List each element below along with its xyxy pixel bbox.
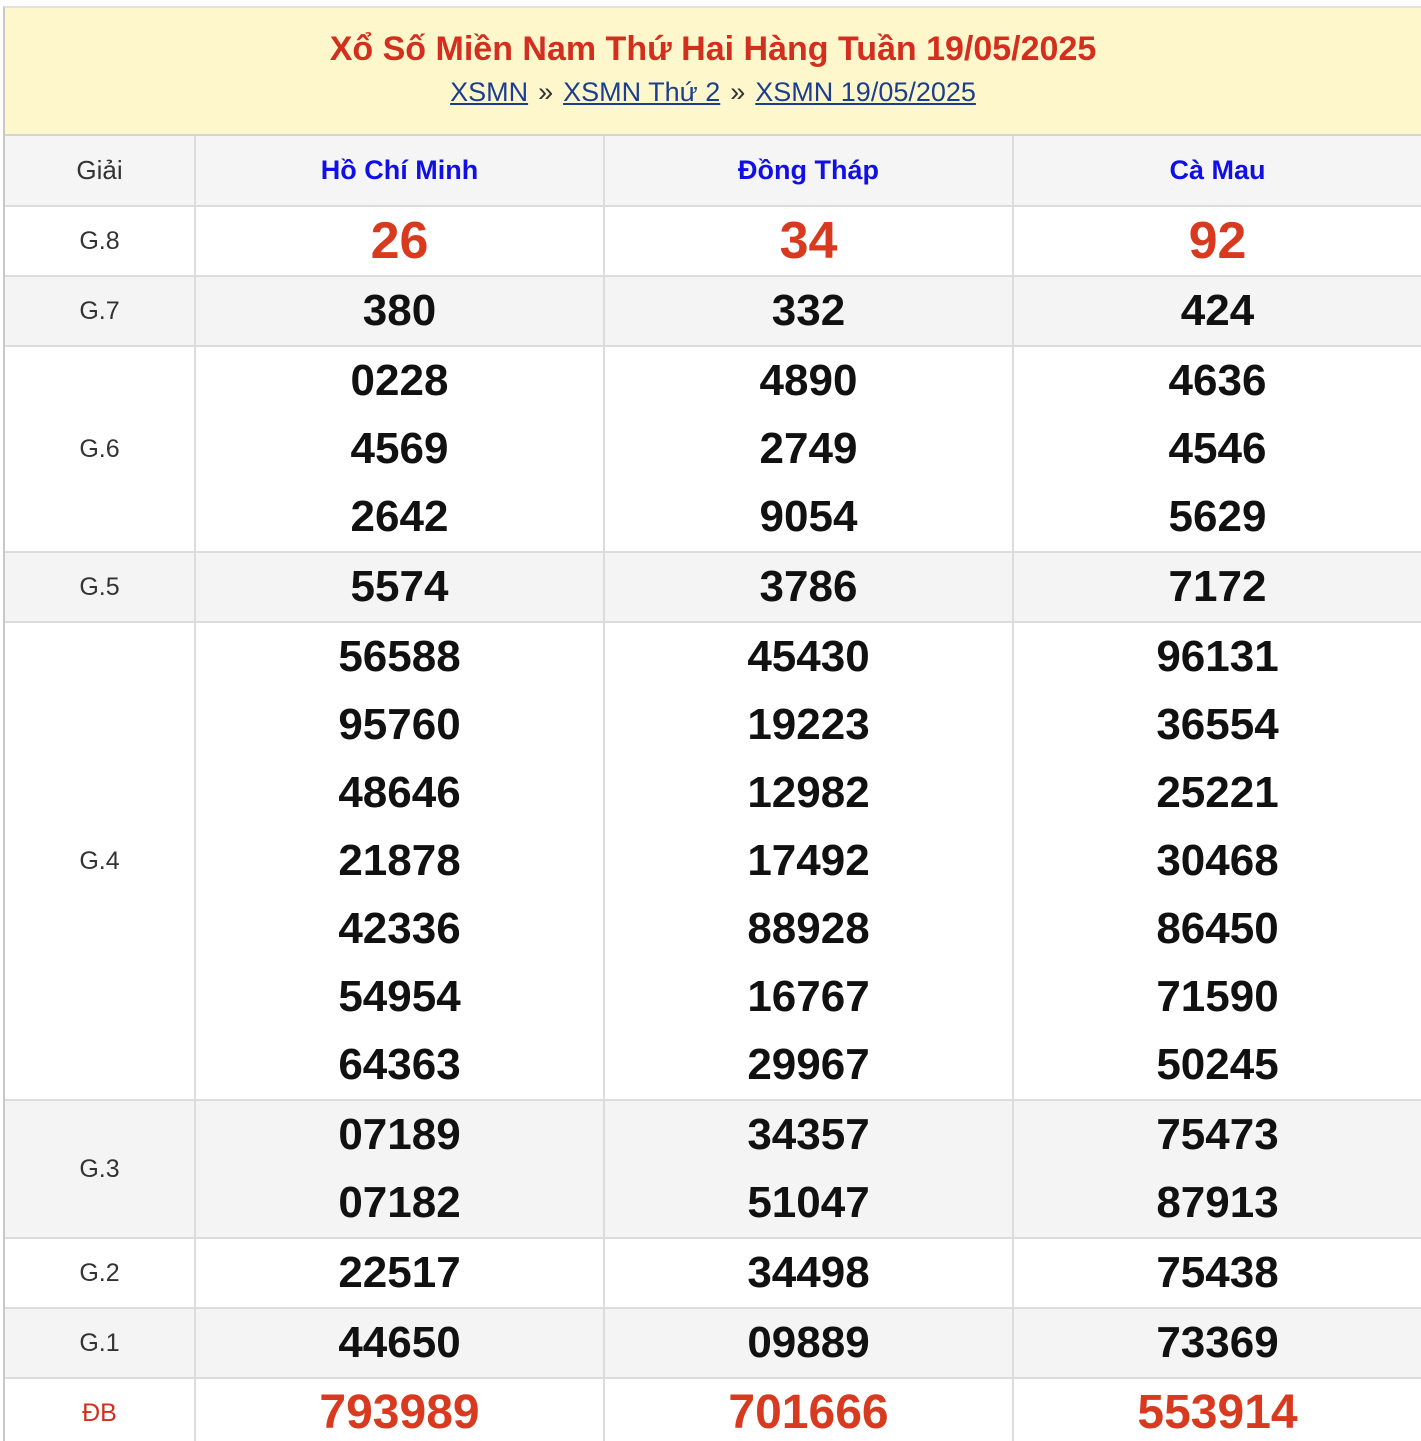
prize-number: 3786 — [759, 562, 858, 611]
prize-number: 332 — [771, 286, 846, 335]
prize-number: 50245 — [1156, 1040, 1279, 1089]
prize-number: 48646 — [338, 768, 461, 817]
prize-number: 553914 — [1137, 1386, 1298, 1439]
prize-number: 36554 — [1156, 700, 1279, 749]
prize-number: 42336 — [338, 904, 461, 953]
prize-number: 34498 — [747, 1248, 870, 1297]
prize-cell-ho-chi-minh — [195, 1100, 604, 1238]
prize-label: G.1 — [5, 1308, 195, 1378]
prize-cell-ho-chi-minh — [195, 1238, 604, 1308]
prize-number: 09889 — [747, 1318, 870, 1367]
prize-number: 45430 — [747, 632, 870, 681]
prize-cell-ca-mau — [1013, 1100, 1421, 1238]
prize-cell-dong-thap — [604, 206, 1013, 276]
prize-number: 21878 — [338, 836, 461, 885]
prize-cell-dong-thap — [604, 1100, 1013, 1238]
prize-number: 4569 — [350, 424, 449, 473]
prize-cell-ca-mau — [1013, 1238, 1421, 1308]
prize-label: G.8 — [5, 206, 195, 276]
prize-number: 95760 — [338, 700, 461, 749]
results-table-body — [5, 206, 1421, 1441]
prize-number: 7172 — [1168, 562, 1267, 611]
prize-number: 25221 — [1156, 768, 1279, 817]
province-header-ho-chi-minh[interactable]: Hồ Chí Minh — [195, 136, 604, 206]
prize-number: 4636 — [1168, 356, 1267, 405]
prize-cell-ca-mau — [1013, 206, 1421, 276]
prize-cell-ca-mau — [1013, 1378, 1421, 1441]
prize-number: 75473 — [1156, 1110, 1279, 1159]
results-panel — [3, 6, 1421, 1441]
prize-cell-ho-chi-minh — [195, 346, 604, 552]
prize-cell-dong-thap — [604, 1378, 1013, 1441]
prize-number: 07182 — [338, 1178, 461, 1227]
prize-label: G.4 — [5, 622, 195, 1100]
prize-number: 16767 — [747, 972, 870, 1021]
prize-number: 380 — [362, 286, 437, 335]
prize-number: 86450 — [1156, 904, 1279, 953]
results-header — [5, 8, 1421, 136]
prize-number: 0228 — [350, 356, 449, 405]
prize-number: 5629 — [1168, 492, 1267, 541]
prize-number: 73369 — [1156, 1318, 1279, 1367]
page-title: Xổ Số Miền Nam Thứ Hai Hàng Tuần 19/05/2025 — [329, 30, 1097, 68]
table-row — [5, 346, 1421, 552]
table-row — [5, 1308, 1421, 1378]
breadcrumb-link-xsmn-date[interactable]: XSMN 19/05/2025 — [755, 77, 976, 107]
prize-cell-ho-chi-minh — [195, 622, 604, 1100]
prize-cell-ca-mau — [1013, 1308, 1421, 1378]
prize-cell-ho-chi-minh — [195, 1308, 604, 1378]
prize-cell-dong-thap — [604, 276, 1013, 346]
province-header-dong-thap[interactable]: Đồng Tháp — [604, 136, 1013, 206]
prize-cell-ca-mau — [1013, 552, 1421, 622]
prize-number: 92 — [1188, 212, 1247, 270]
breadcrumb — [5, 76, 1421, 108]
prize-label: G.3 — [5, 1100, 195, 1238]
prize-number: 96131 — [1156, 632, 1279, 681]
prize-number: 51047 — [747, 1178, 870, 1227]
breadcrumb-link-xsmn[interactable]: XSMN — [450, 77, 529, 107]
prize-number: 19223 — [747, 700, 870, 749]
prize-number: 701666 — [728, 1386, 889, 1439]
prize-number: 07189 — [338, 1110, 461, 1159]
prize-cell-ho-chi-minh — [195, 206, 604, 276]
prize-label: G.7 — [5, 276, 195, 346]
prize-number: 424 — [1180, 286, 1255, 335]
prize-number: 9054 — [759, 492, 858, 541]
prize-number: 12982 — [747, 768, 870, 817]
table-row — [5, 1100, 1421, 1238]
prize-number: 34 — [779, 212, 838, 270]
prize-number: 793989 — [319, 1386, 480, 1439]
prize-number: 88928 — [747, 904, 870, 953]
results-table — [5, 136, 1421, 1441]
prize-number: 30468 — [1156, 836, 1279, 885]
prize-number: 64363 — [338, 1040, 461, 1089]
prize-cell-ca-mau — [1013, 346, 1421, 552]
prize-number: 2749 — [759, 424, 858, 473]
prize-number: 34357 — [747, 1110, 870, 1159]
prize-label: ĐB — [5, 1378, 195, 1441]
prize-column-header: Giải — [5, 136, 195, 206]
prize-number: 22517 — [338, 1248, 461, 1297]
prize-number: 56588 — [338, 632, 461, 681]
breadcrumb-separator: » — [730, 77, 746, 107]
prize-number: 2642 — [350, 492, 449, 541]
prize-cell-ho-chi-minh — [195, 276, 604, 346]
prize-number: 26 — [370, 212, 429, 270]
prize-cell-ho-chi-minh — [195, 1378, 604, 1441]
prize-label: G.5 — [5, 552, 195, 622]
prize-cell-dong-thap — [604, 346, 1013, 552]
province-header-ca-mau[interactable]: Cà Mau — [1013, 136, 1421, 206]
prize-number: 71590 — [1156, 972, 1279, 1021]
table-header-row — [5, 136, 1421, 206]
table-row — [5, 206, 1421, 276]
prize-cell-dong-thap — [604, 1308, 1013, 1378]
prize-cell-dong-thap — [604, 622, 1013, 1100]
prize-label: G.2 — [5, 1238, 195, 1308]
prize-number: 54954 — [338, 972, 461, 1021]
prize-cell-ca-mau — [1013, 276, 1421, 346]
prize-number: 4546 — [1168, 424, 1267, 473]
table-row — [5, 1378, 1421, 1441]
prize-number: 29967 — [747, 1040, 870, 1089]
table-row — [5, 1238, 1421, 1308]
prize-number: 4890 — [759, 356, 858, 405]
prize-cell-ho-chi-minh — [195, 552, 604, 622]
prize-number: 44650 — [338, 1318, 461, 1367]
prize-cell-ca-mau — [1013, 622, 1421, 1100]
prize-number: 75438 — [1156, 1248, 1279, 1297]
table-row — [5, 276, 1421, 346]
prize-label: G.6 — [5, 346, 195, 552]
breadcrumb-link-xsmn-thu-2[interactable]: XSMN Thứ 2 — [563, 77, 721, 107]
prize-cell-dong-thap — [604, 1238, 1013, 1308]
table-row — [5, 622, 1421, 1100]
prize-number: 87913 — [1156, 1178, 1279, 1227]
breadcrumb-separator: » — [538, 77, 554, 107]
prize-cell-dong-thap — [604, 552, 1013, 622]
table-row — [5, 552, 1421, 622]
prize-number: 17492 — [747, 836, 870, 885]
prize-number: 5574 — [350, 562, 449, 611]
